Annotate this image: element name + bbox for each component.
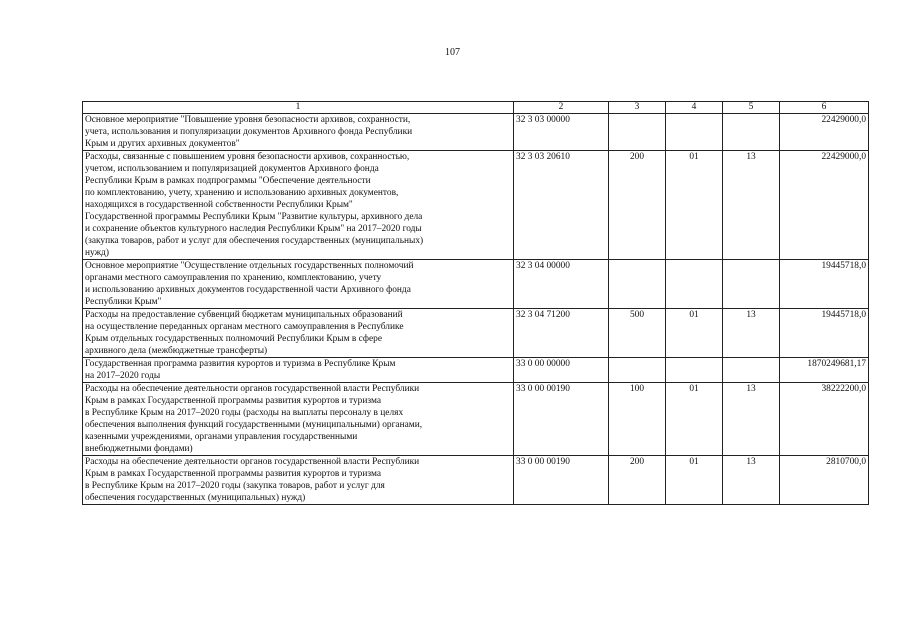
- column-header: 4: [666, 102, 723, 114]
- table-header-row: [83, 102, 869, 114]
- column-header: 5: [723, 102, 780, 114]
- row-expense-type: [609, 260, 666, 309]
- row-description: Расходы на обеспечение деятельности органов государственной власти Республики Крым в рамках Государственной программы развития курортов и туризма в Республике Крым на 2017–2020 годы (расходы на выплаты персоналу в целях обеспечения выполнения функций государственными (муниципальными) органами, казенными учреждениями, органами управления государственными внебюджетными фондами): [83, 383, 514, 456]
- row-code: 33 0 00 00190: [514, 456, 609, 505]
- row-amount: 22429000,0: [780, 151, 869, 260]
- row-subsection: [723, 114, 780, 151]
- row-subsection: 13: [723, 456, 780, 505]
- row-amount: 2810700,0: [780, 456, 869, 505]
- row-expense-type: 100: [609, 383, 666, 456]
- row-code: 32 3 03 00000: [514, 114, 609, 151]
- row-expense-type: 200: [609, 456, 666, 505]
- row-expense-type: 500: [609, 309, 666, 358]
- table-row: [83, 383, 869, 456]
- row-description: Основное мероприятие "Осуществление отдельных государственных полномочий органами местного самоуправления по хранению, комплектованию, учету и использованию архивных документов государственной части Архивного фонда Республики Крым": [83, 260, 514, 309]
- row-code: 33 0 00 00000: [514, 358, 609, 383]
- table-row: [83, 456, 869, 505]
- row-section: [666, 358, 723, 383]
- table-row: [83, 260, 869, 309]
- row-description: Расходы на предоставление субвенций бюджетам муниципальных образований на осуществление переданных органам местного самоуправления в Республике Крым отдельных государственных полномочий Республики Крым в сфере архивного дела (межбюджетные трансферты): [83, 309, 514, 358]
- row-subsection: 13: [723, 151, 780, 260]
- row-amount: 19445718,0: [780, 309, 869, 358]
- row-code: 32 3 04 71200: [514, 309, 609, 358]
- row-section: [666, 114, 723, 151]
- row-subsection: 13: [723, 383, 780, 456]
- row-subsection: [723, 358, 780, 383]
- row-amount: 1870249681,17: [780, 358, 869, 383]
- row-expense-type: [609, 358, 666, 383]
- page-number: 107: [445, 47, 460, 58]
- row-subsection: [723, 260, 780, 309]
- row-section: 01: [666, 151, 723, 260]
- row-amount: 38222200,0: [780, 383, 869, 456]
- row-amount: 22429000,0: [780, 114, 869, 151]
- row-subsection: 13: [723, 309, 780, 358]
- row-section: [666, 260, 723, 309]
- column-header: 2: [514, 102, 609, 114]
- table-row: [83, 309, 869, 358]
- table-row: [83, 151, 869, 260]
- row-section: 01: [666, 456, 723, 505]
- table-row: [83, 358, 869, 383]
- column-header: 1: [83, 102, 514, 114]
- row-expense-type: [609, 114, 666, 151]
- row-expense-type: 200: [609, 151, 666, 260]
- row-code: 32 3 04 00000: [514, 260, 609, 309]
- row-code: 33 0 00 00190: [514, 383, 609, 456]
- row-description: Расходы на обеспечение деятельности органов государственной власти Республики Крым в рамках Государственной программы развития курортов и туризма в Республике Крым на 2017–2020 годы (закупка товаров, работ и услуг для обеспечения государственных (муниципальных) нужд): [83, 456, 514, 505]
- row-description: Государственная программа развития курортов и туризма в Республике Крым на 2017–2020 годы: [83, 358, 514, 383]
- column-header: 3: [609, 102, 666, 114]
- column-header: 6: [780, 102, 869, 114]
- row-code: 32 3 03 20610: [514, 151, 609, 260]
- row-amount: 19445718,0: [780, 260, 869, 309]
- row-description: Основное мероприятие "Повышение уровня безопасности архивов, сохранности, учета, использования и популяризации документов Архивного фонда Республики Крым и других архивных документов": [83, 114, 514, 151]
- budget-table: [82, 101, 869, 505]
- row-description: Расходы, связанные с повышением уровня безопасности архивов, сохранностью, учетом, использованием и популяризацией документов Архивного фонда Республики Крым в рамках подпрограммы "Обеспечение деятельности по комплектованию, учету, хранению и использованию архивных документов, находящихся в государственной собственности Республики Крым" Государственной программы Республики Крым "Развитие культуры, архивного дела и сохранение объектов культурного наследия Республики Крым" на 2017–2020 годы (закупка товаров, работ и услуг для обеспечения государственных (муниципальных) нужд): [83, 151, 514, 260]
- table-row: [83, 114, 869, 151]
- row-section: 01: [666, 309, 723, 358]
- row-section: 01: [666, 383, 723, 456]
